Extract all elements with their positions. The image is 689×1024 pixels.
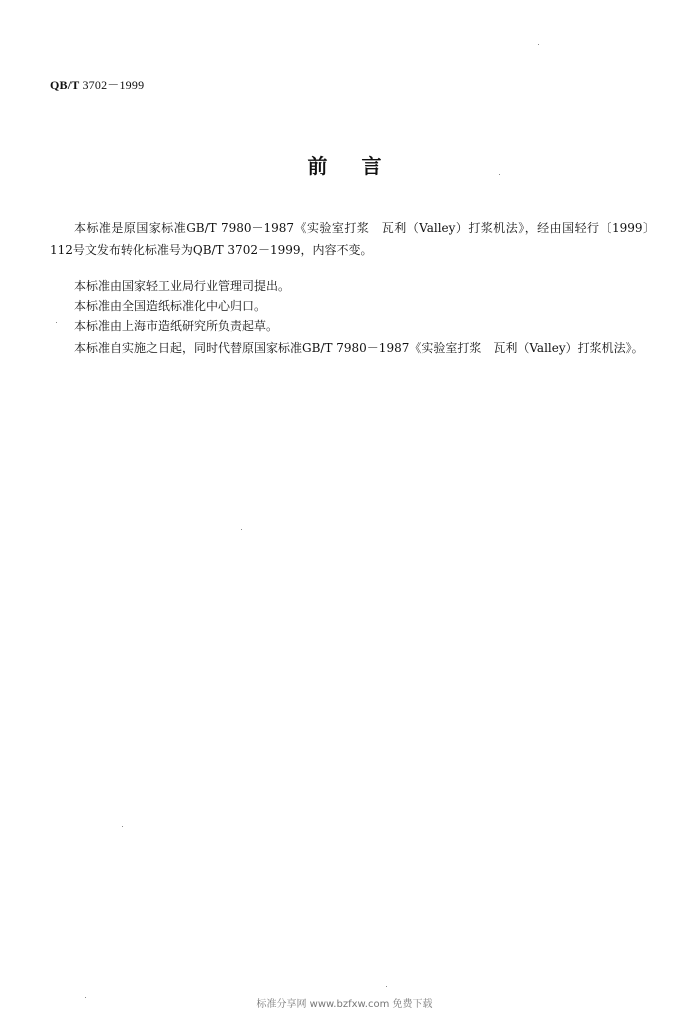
scan-speck [122,826,123,827]
standard-code [50,76,144,93]
scan-speck [386,986,387,987]
paragraph-origin: 本标准是原国家标准GB/T 7980－1987《实验室打浆 瓦利（Valley）打浆机法》，经由国轻行〔1999〕112号文发布转化标准号为QB/T 3702－1999，内容不变。 [50,221,655,257]
paragraph-supersedes: 本标准自实施之日起，同时代替原国家标准GB/T 7980－1987《实验室打浆 瓦利（Valley）打浆机法》。 [74,341,644,355]
scan-speck [538,44,539,45]
footer-watermark: 标准分享网 www.bzfxw.com 免费下载 [256,999,433,1010]
paragraph-proposer: 本标准由国家轻工业局行业管理司提出。 [74,279,291,293]
scan-speck [241,529,242,530]
page-title: 前言 [307,154,416,178]
standard-code-number: 3702－1999 [82,78,145,92]
standard-code-prefix: QB/T [50,78,80,92]
paragraph-drafter: 本标准由上海市造纸研究所负责起草。 [74,319,279,333]
paragraph-centralized: 本标准由全国造纸标准化中心归口。 [74,299,267,313]
scan-speck [499,174,500,175]
scan-speck [56,322,57,323]
